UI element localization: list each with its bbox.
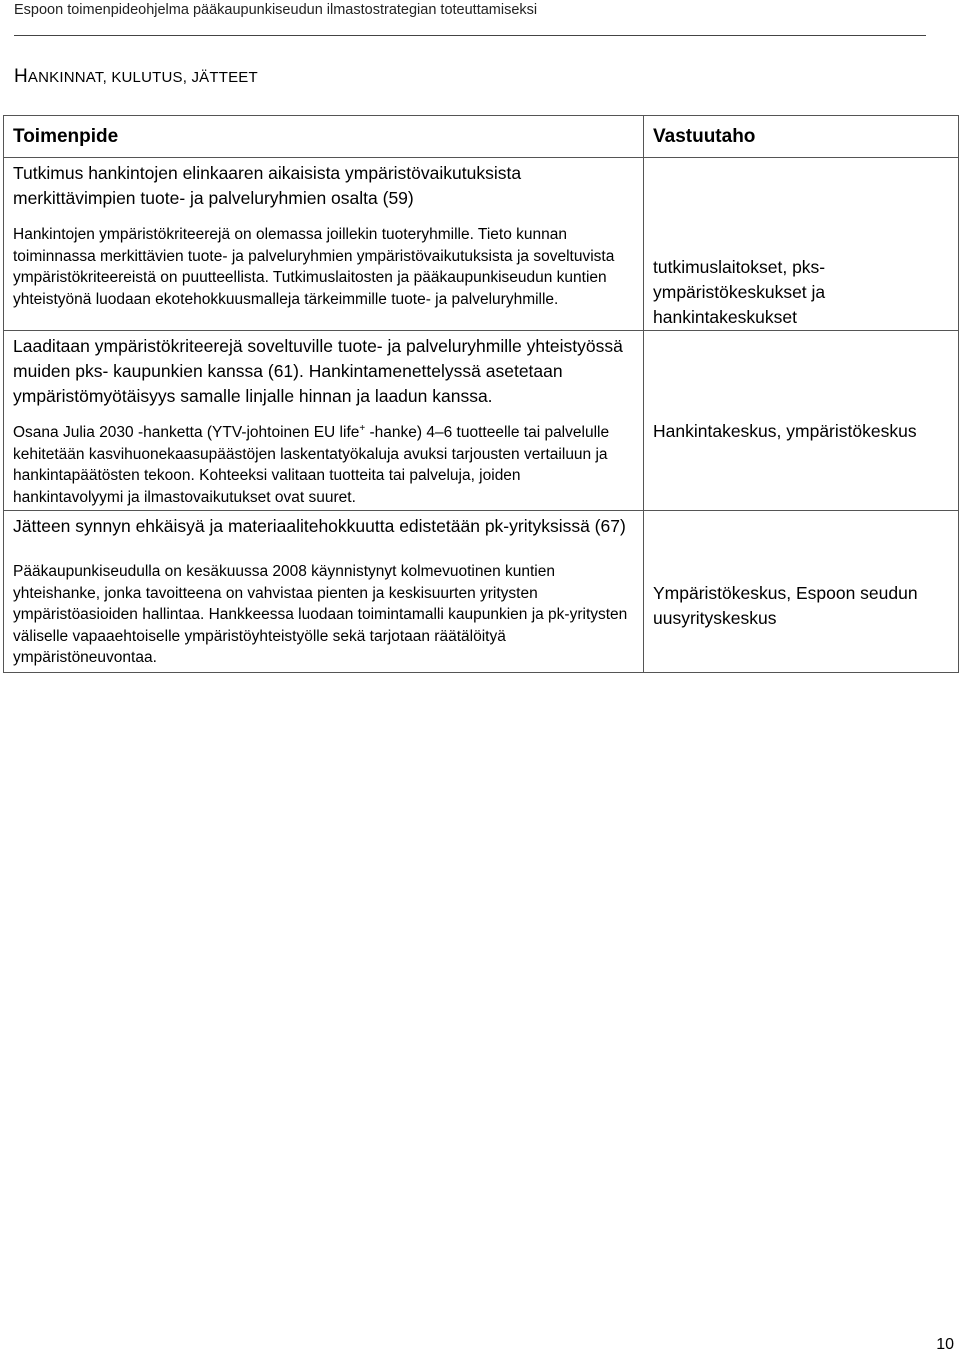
action-cell <box>4 331 644 511</box>
section-title: HANKINNAT, KULUTUS, JÄTTEET <box>14 66 258 87</box>
responsible-cell <box>644 511 959 673</box>
table-row <box>4 511 959 673</box>
action-description: Pääkaupunkiseudulla on kesäkuussa 2008 käynnistynyt kolmevuotinen kuntien yhteishanke, jonka tavoitteena on vahvistaa pienten ja keskisuurten yritysten ympäristöasioiden hallintaa. Hankkeessa luodaan toimintamalli kaupunkien ja pk-yritysten väliselle vapaaehtoiselle ympäristöyhteistyölle sekä tarjotaan räätälöityä ympäristöneuvontaa. <box>13 563 628 666</box>
page-number: 10 <box>936 1336 954 1353</box>
action-cell <box>4 511 644 673</box>
responsible-cell <box>644 331 959 511</box>
action-description: Hankintojen ympäristökriteerejä on olemassa joillekin tuoteryhmille. Tieto kunnan toiminnassa merkittävien tuote- ja palveluryhmien ympäristövaikutuksista ja soveltuvista ympäristökriteereistä on puutteellista. Tutkimuslaitosten ja pääkaupunkiseudun kuntien yhteistyönä luodaan ekotehokkuusmalleja tärkeimmille tuote- ja palveluryhmille. <box>13 226 615 308</box>
action-cell <box>4 158 644 331</box>
table-header-row <box>4 116 959 158</box>
column-header-action: Toimenpide <box>4 116 644 158</box>
action-description: Osana Julia 2030 -hanketta (YTV-johtoinen EU life+ -hanke) 4–6 tuotteelle tai palvelulle kehitetään kasvihuonekaasupäästöjen laskentatyökaluja avuksi tarjousten vertailuun ja hankintapäätösten tekoon. Kohteeksi valitaan tuotteita tai palveluja, joiden hankintavolyymi ja ilmastovaikutukset ovat suuret. <box>13 422 610 506</box>
table-row <box>4 158 959 331</box>
responsible-cell <box>644 158 959 331</box>
table-row <box>4 331 959 511</box>
action-heading: Jätteen synnyn ehkäisyä ja materiaalitehokkuutta edistetään pk-yrityksissä (67) <box>13 516 626 536</box>
running-header: Espoon toimenpideohjelma pääkaupunkiseudun ilmastostrategian toteuttamiseksi <box>14 0 926 36</box>
action-heading: Laaditaan ympäristökriteerejä soveltuville tuote- ja palveluryhmille yhteistyössä muiden pks- kaupunkien kanssa (61). Hankintamenettelyssä asetetaan ympäristömyötäisyys samalle linjalle hinnan ja laadun kanssa. <box>13 336 623 406</box>
responsible-text: tutkimuslaitokset, pks- ympäristökeskukset ja hankintakeskukset <box>653 257 826 327</box>
actions-table <box>3 115 959 673</box>
responsible-text: Hankintakeskus, ympäristökeskus <box>653 421 917 441</box>
responsible-text: Ympäristökeskus, Espoon seudun uusyrityskeskus <box>653 583 918 628</box>
action-heading: Tutkimus hankintojen elinkaaren aikaisista ympäristövaikutuksista merkittävimpien tuote- ja palveluryhmien osalta (59) <box>13 163 522 208</box>
column-header-responsible: Vastuutaho <box>644 116 959 158</box>
